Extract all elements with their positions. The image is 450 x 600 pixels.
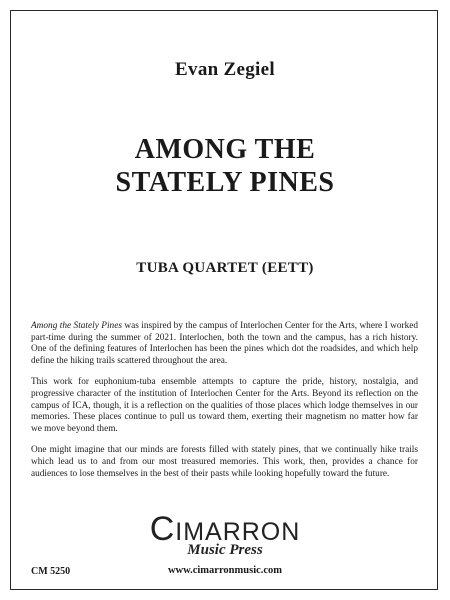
program-note-paragraph-1 <box>31 321 418 367</box>
work-title-italic: Among the Stately Pines <box>31 321 122 331</box>
instrumentation: TUBA QUARTET (EETT) <box>136 260 314 276</box>
composer-name: Evan Zegiel <box>175 59 275 80</box>
publisher-website: www.cimarronmusic.com <box>167 565 283 576</box>
title-line-2: STATELY PINES <box>115 167 335 198</box>
program-note-paragraph-2: This work for euphonium-tuba ensemble attempts to capture the pride, history, nostalgia, and progressive character of the institution of Interlochen Center for the Arts. Beyond its reflection on the campus of ICA, though, it is a reflection on the qualities of those places which lodge themselves in our memories. These places continue to pull us toward them, exerting their magnetism no matter how far we move beyond them. <box>31 377 418 434</box>
program-notes <box>31 321 418 490</box>
page-border <box>10 10 438 590</box>
publisher-logo <box>0 510 450 558</box>
title-line-1: AMONG THE <box>134 134 316 165</box>
paragraph-1-text: was inspired by the campus of Interlochen Center for the Arts, where I worked part-time during the summer of 2021. Interlochen, both the town and the campus, has a rich history. One of the defining features of Interlochen has been the pines which dot the roadsides, and which help define the hiking trails scattered throughout the area. <box>31 321 419 366</box>
catalog-number: CM 5250 <box>31 566 71 577</box>
logo-rest: IMARRON <box>175 518 301 546</box>
program-note-paragraph-3: One might imagine that our minds are forests filled with stately pines, that we continually hike trails which lead us to and from our most treasured memories. This work, then, provides a chance for audiences to lose themselves in the best of their pasts while looking hopefully toward the future. <box>31 445 418 479</box>
piece-title <box>0 133 450 199</box>
publisher-logo-wordmark <box>0 510 450 548</box>
logo-initial: C <box>149 510 176 548</box>
publisher-logo-subtitle: Music Press <box>187 542 263 558</box>
